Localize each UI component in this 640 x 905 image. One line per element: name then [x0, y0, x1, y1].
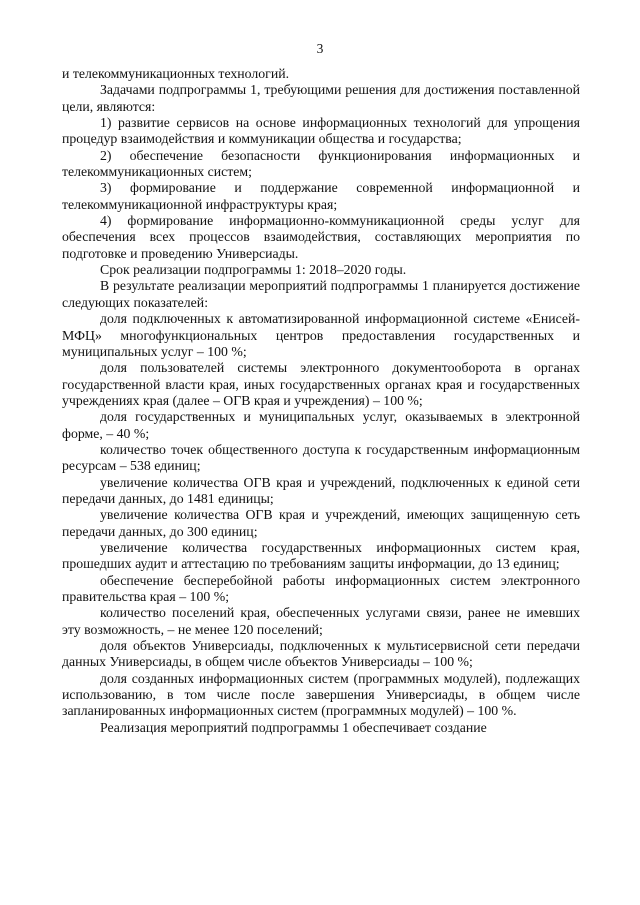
paragraph-implementation: Реализация мероприятий подпрограммы 1 обеспечивает создание	[100, 719, 487, 735]
document-body	[62, 66, 580, 736]
paragraph-task-4: 4) формирование информационно-коммуникационной среды услуг для обеспечения всех процессов взаимодействия, составляющих мероприятия по подготовке и проведению Универсиады.	[62, 213, 580, 261]
paragraph-indicator-unified-network: увеличение количества ОГВ края и учреждений, подключенных к единой сети передачи данных, до 1481 единицы;	[62, 474, 580, 506]
paragraph-indicator-universiade-objects: доля объектов Универсиады, подключенных к мультисервисной сети передачи данных Универсиады, в общем числе объектов Универсиады – 100 %;	[62, 638, 580, 670]
paragraph-task-3: 3) формирование и поддержание современной информационной и телекоммуникационной инфраструктуры края;	[62, 180, 580, 212]
paragraph-indicator-secure-network: увеличение количества ОГВ края и учреждений, имеющих защищенную сеть передачи данных, до 300 единиц;	[62, 507, 580, 539]
paragraph-task-1: 1) развитие сервисов на основе информационных технологий для упрощения процедур взаимодействия и коммуникации общества и государства;	[62, 115, 580, 147]
paragraph-indicator-edo: доля пользователей системы электронного документооборота в органах государственной власти края, иных государственных органах края и государственных учреждениях края (далее – ОГВ края и учреждения) – 100 %;	[62, 360, 580, 408]
paragraph-task-2: 2) обеспечение безопасности функционирования информационных и телекоммуникационных систем;	[62, 147, 580, 180]
paragraph-tasks-intro: Задачами подпрограммы 1, требующими решения для достижения поставленной цели, являются:	[62, 82, 580, 114]
paragraph-indicator-audit: увеличение количества государственных информационных систем края, прошедших аудит и аттестацию по требованиям защиты информации, до 13 единиц;	[62, 539, 580, 572]
paragraph-indicator-mfc: доля подключенных к автоматизированной информационной системе «Енисей-МФЦ» многофункциональных центров предоставления государственных и муниципальных услуг – 100 %;	[62, 311, 580, 359]
paragraph-term: Срок реализации подпрограммы 1: 2018–2020 годы.	[100, 262, 407, 278]
paragraph-indicator-access-points: количество точек общественного доступа к государственным информационным ресурсам – 538 единиц;	[62, 441, 580, 474]
paragraph-indicators-intro: В результате реализации мероприятий подпрограммы 1 планируется достижение следующих показателей:	[62, 278, 580, 310]
paragraph-indicator-e-government: обеспечение бесперебойной работы информационных систем электронного правительства края – 100 %;	[62, 572, 580, 604]
page-number: 3	[316, 41, 324, 56]
paragraph-indicator-info-systems: доля созданных информационных систем (программных модулей), подлежащих использованию, в том числе после завершения Универсиады, в общем числе запланированных информационных систем (программных модулей) – 100 %.	[62, 670, 580, 719]
paragraph-indicator-e-services: доля государственных и муниципальных услуг, оказываемых в электронной форме, – 40 %;	[62, 409, 580, 441]
paragraph-indicator-settlements: количество поселений края, обеспеченных услугами связи, ранее не имевших эту возможность, – не менее 120 поселений;	[62, 605, 580, 637]
paragraph-continuation: и телекоммуникационных технологий.	[62, 66, 290, 81]
